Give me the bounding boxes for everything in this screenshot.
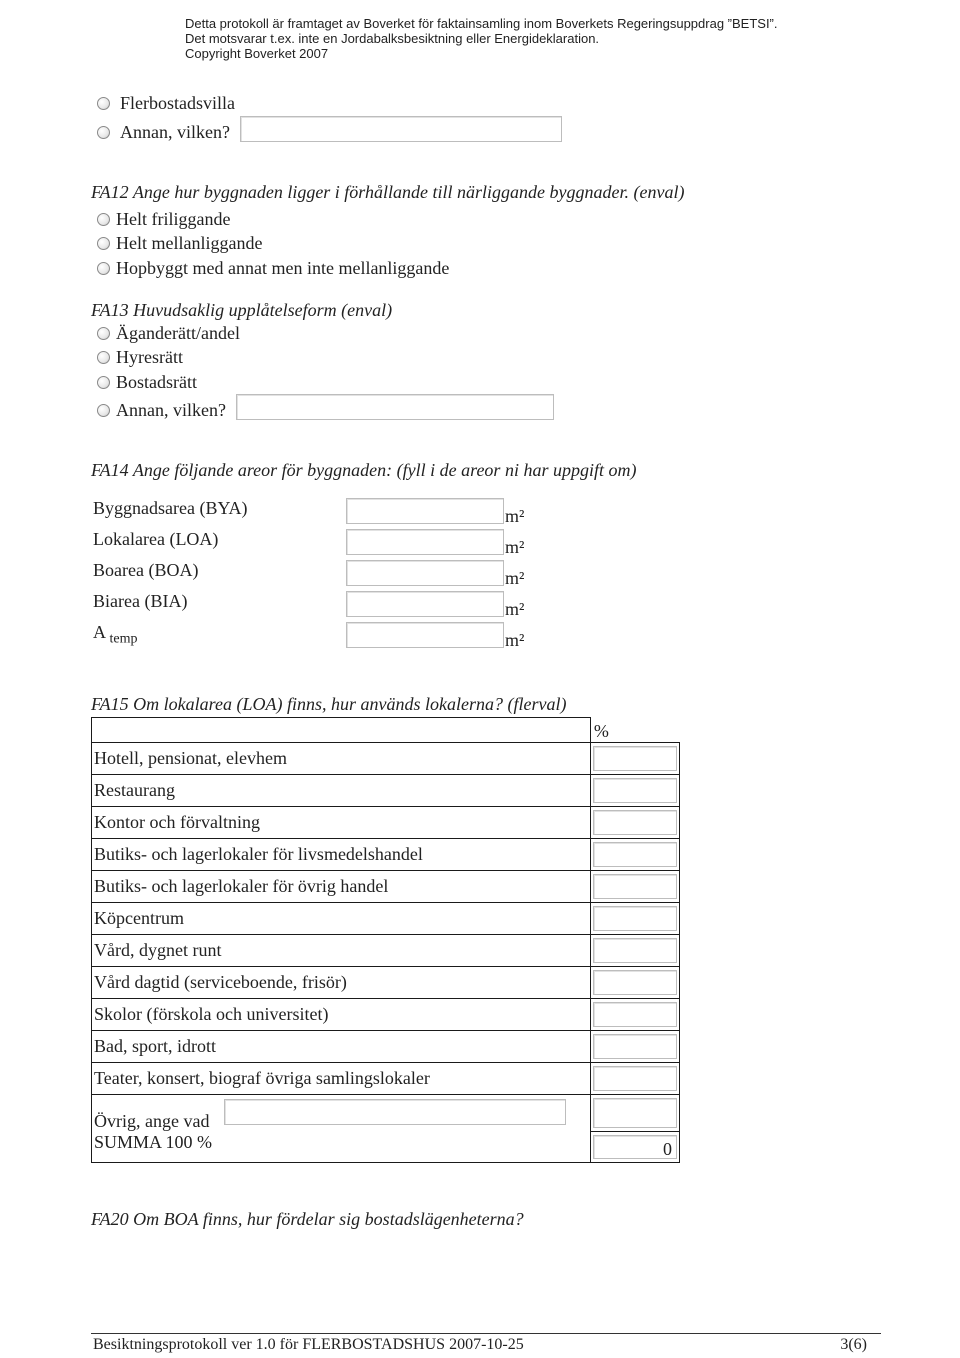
row-label: Vård, dygnet runt (92, 935, 591, 967)
radio-option-bostadsratt[interactable] (97, 372, 197, 393)
fa13-question: FA13 Huvudsaklig upplåtelseform (enval) (91, 300, 393, 320)
row-label: Kontor och förvaltning (92, 807, 591, 839)
atemp-main: A (93, 622, 106, 642)
radio-icon[interactable] (97, 404, 110, 417)
radio-option-aganderatt[interactable] (97, 323, 240, 344)
option-label: Helt mellanliggande (116, 233, 263, 253)
radio-icon[interactable] (97, 327, 110, 340)
row-label: Skolor (förskola och universitet) (92, 999, 591, 1031)
atemp-sub: temp (109, 631, 138, 647)
header-line-2: Det motsvarar t.ex. inte en Jordabalksbesiktning eller Energideklaration. (185, 31, 600, 46)
row-label: Bad, sport, idrott (92, 1031, 591, 1063)
row-label: Butiks- och lagerlokaler för övrig handel (92, 871, 591, 903)
option-label: Hopbyggt med annat men inte mellanliggande (116, 258, 450, 278)
loa-input[interactable] (346, 529, 504, 555)
row-percent-cell[interactable] (590, 967, 679, 999)
bya-unit: m² (505, 506, 525, 526)
row-percent-cell[interactable] (590, 903, 679, 935)
sum-value-cell (590, 1132, 679, 1163)
option-label: Helt friliggande (116, 209, 231, 229)
row-percent-cell[interactable] (590, 1031, 679, 1063)
sum-label-cell (92, 1132, 591, 1163)
row-label: Restaurang (92, 775, 591, 807)
percent-input[interactable] (593, 810, 677, 835)
percent-input[interactable] (593, 938, 677, 963)
loa-usage-table (91, 717, 680, 1163)
table-row (92, 1031, 680, 1063)
bya-input[interactable] (346, 498, 504, 524)
other-percent-cell[interactable] (590, 1095, 679, 1132)
row-percent-cell[interactable] (590, 999, 679, 1031)
loa-label: Lokalarea (LOA) (93, 529, 219, 549)
footer-document-title: Besiktningsprotokoll ver 1.0 för FLERBOSTADSHUS 2007-10-25 (93, 1336, 524, 1353)
option-label: Bostadsrätt (116, 372, 197, 392)
other-label: Övrig, ange vad (94, 1110, 210, 1131)
atemp-unit: m² (505, 630, 525, 650)
bia-label: Biarea (BIA) (93, 591, 188, 611)
option-label: Annan, vilken? (120, 122, 230, 142)
radio-option-annan-building-type[interactable] (97, 122, 230, 143)
percent-input[interactable] (593, 906, 677, 931)
table-header-row (92, 718, 680, 743)
atemp-label (93, 622, 138, 648)
percent-header: % (593, 721, 609, 741)
other-description-input[interactable] (224, 1099, 566, 1125)
percent-input[interactable] (593, 842, 677, 867)
radio-option-hyresratt[interactable] (97, 347, 183, 368)
row-percent-cell[interactable] (590, 775, 679, 807)
table-row (92, 967, 680, 999)
table-row (92, 999, 680, 1031)
footer-page-number: 3(6) (840, 1336, 867, 1353)
percent-input[interactable] (593, 778, 677, 803)
row-label: Köpcentrum (92, 903, 591, 935)
table-header-empty (92, 718, 591, 743)
row-percent-cell[interactable] (590, 743, 679, 775)
table-row (92, 871, 680, 903)
percent-input[interactable] (593, 746, 677, 771)
option-label: Äganderätt/andel (116, 323, 240, 343)
header-line-1: Detta protokoll är framtaget av Boverket för faktainsamling inom Boverkets Regeringsuppdrag ”BETSI”. (185, 16, 778, 31)
table-row-other (92, 1095, 680, 1132)
table-row (92, 903, 680, 935)
annan-upplatelseform-input[interactable] (236, 394, 554, 420)
row-label: Hotell, pensionat, elevhem (92, 743, 591, 775)
radio-option-hopbyggt[interactable] (97, 258, 449, 279)
table-row (92, 935, 680, 967)
percent-input[interactable] (593, 1066, 677, 1091)
header-line-3: Copyright Boverket 2007 (185, 46, 329, 61)
footer-divider (91, 1333, 881, 1334)
radio-icon[interactable] (97, 262, 110, 275)
table-row (92, 743, 680, 775)
row-percent-cell[interactable] (590, 935, 679, 967)
percent-input[interactable] (593, 1098, 677, 1128)
bia-unit: m² (505, 599, 525, 619)
row-percent-cell[interactable] (590, 839, 679, 871)
other-label-cell (92, 1095, 591, 1132)
boa-unit: m² (505, 568, 525, 588)
row-label: Vård dagtid (serviceboende, frisör) (92, 967, 591, 999)
radio-icon[interactable] (97, 351, 110, 364)
table-row (92, 807, 680, 839)
sum-value: 0 (593, 1135, 677, 1159)
row-percent-cell[interactable] (590, 807, 679, 839)
bya-label: Byggnadsarea (BYA) (93, 498, 248, 518)
radio-option-flerbostadsvilla[interactable] (97, 93, 235, 114)
option-label: Annan, vilken? (116, 400, 226, 420)
boa-label: Boarea (BOA) (93, 560, 199, 580)
row-percent-cell[interactable] (590, 871, 679, 903)
fa20-question: FA20 Om BOA finns, hur fördelar sig bostadslägenheterna? (91, 1209, 524, 1229)
percent-input[interactable] (593, 1002, 677, 1027)
bia-input[interactable] (346, 591, 504, 617)
percent-input[interactable] (593, 1034, 677, 1059)
row-label: Butiks- och lagerlokaler för livsmedelshandel (92, 839, 591, 871)
percent-input[interactable] (593, 874, 677, 899)
radio-icon[interactable] (97, 97, 110, 110)
option-label: Hyresrätt (116, 347, 183, 367)
annan-building-type-input[interactable] (240, 116, 562, 142)
fa14-question: FA14 Ange följande areor för byggnaden: (fyll i de areor ni har uppgift om) (91, 460, 637, 480)
percent-input[interactable] (593, 970, 677, 995)
boa-input[interactable] (346, 560, 504, 586)
radio-icon[interactable] (97, 237, 110, 250)
row-percent-cell[interactable] (590, 1063, 679, 1095)
table-row-sum (92, 1132, 680, 1163)
radio-option-annan-upplatelseform[interactable] (97, 400, 226, 421)
table-row (92, 839, 680, 871)
loa-unit: m² (505, 537, 525, 557)
radio-option-helt-mellanliggande[interactable] (97, 233, 262, 254)
table-row (92, 1063, 680, 1095)
radio-icon[interactable] (97, 126, 110, 139)
fa12-question: FA12 Ange hur byggnaden ligger i förhållande till närliggande byggnader. (enval) (91, 182, 685, 202)
atemp-input[interactable] (346, 622, 504, 648)
radio-icon[interactable] (97, 376, 110, 389)
radio-option-helt-friliggande[interactable] (97, 209, 230, 230)
fa15-question: FA15 Om lokalarea (LOA) finns, hur används lokalerna? (flerval) (91, 694, 567, 714)
option-label: Flerbostadsvilla (120, 93, 235, 113)
sum-label: SUMMA 100 % (94, 1131, 213, 1152)
radio-icon[interactable] (97, 213, 110, 226)
table-row (92, 775, 680, 807)
row-label: Teater, konsert, biograf övriga samlingslokaler (92, 1063, 591, 1095)
document-header (185, 16, 778, 61)
